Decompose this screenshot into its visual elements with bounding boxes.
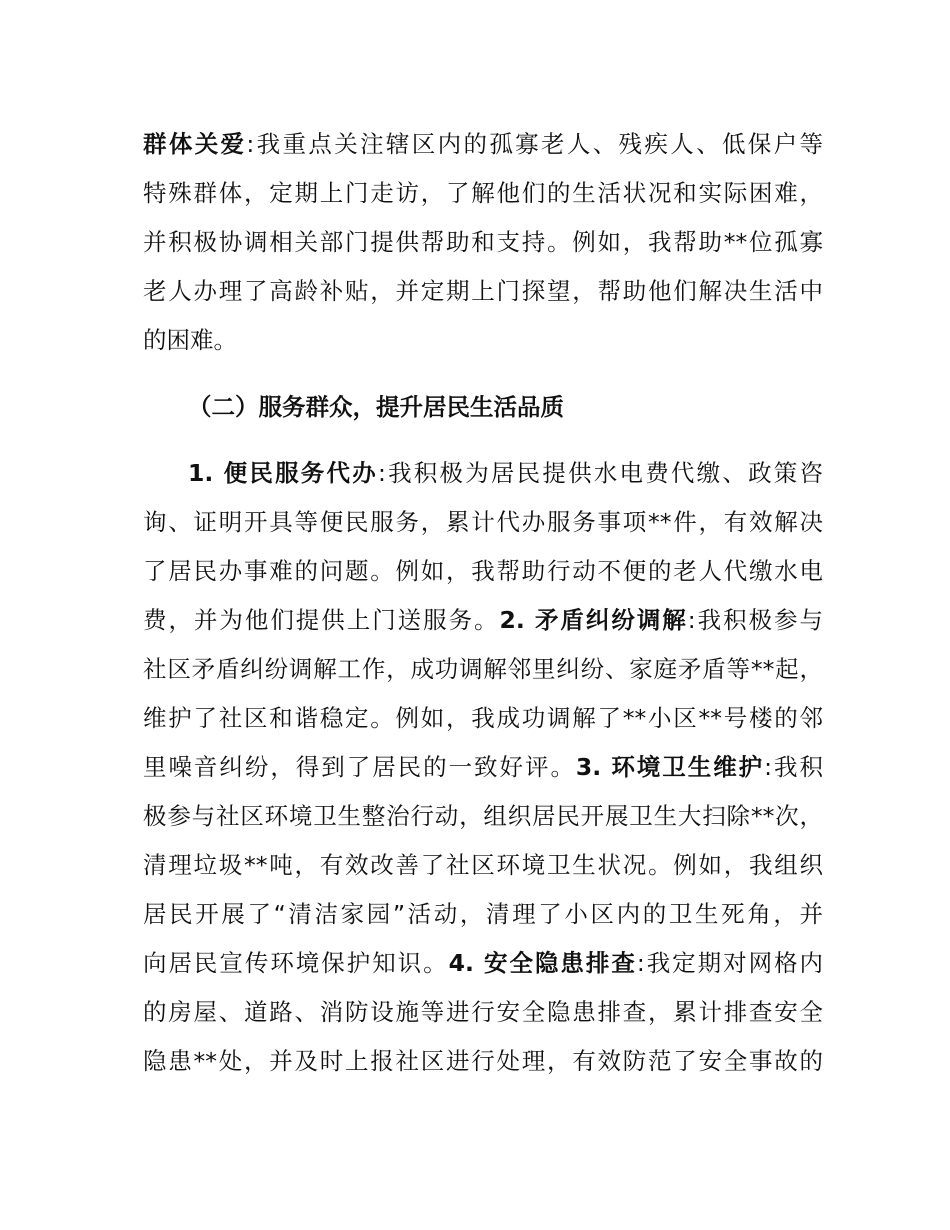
paragraph-2-line-8: 极参与社区环境卫生整治行动，组织居民开展卫生大扫除**次， (143, 802, 823, 830)
item-label-dispute-mediation: 2. 矛盾纠纷调解 (499, 606, 688, 634)
paragraph-2-line-10: 居民开展了“清洁家园”活动，清理了小区内的卫生死角，并 (143, 900, 823, 928)
paragraph-1-line-5: 的困难。 (143, 326, 237, 354)
paragraph-2-line-13: 隐患**处，并及时上报社区进行处理，有效防范了安全事故的 (143, 1047, 823, 1075)
paragraph-1-line-1 (143, 122, 823, 166)
paragraph-1-line-1-text: :我重点关注辖区内的孤寡老人、残疾人、低保户等 (246, 130, 824, 158)
paragraph-2-line-11-text: 向居民宣传环境保护知识。 (143, 949, 449, 977)
paragraph-2-line-2: 询、证明开具等便民服务，累计代办服务事项**件，有效解决 (143, 508, 823, 536)
paragraph-2-line-11 (143, 941, 823, 985)
paragraph-2-line-11-text-2: :我定期对网格内 (636, 949, 824, 977)
paragraph-2-line-9: 清理垃圾**吨，有效改善了社区环境卫生状况。例如，我组织 (143, 851, 823, 879)
paragraph-2-line-7-text-2: :我积 (764, 753, 824, 781)
paragraph-2-line-1 (188, 451, 823, 495)
paragraph-2-line-5: 社区矛盾纠纷调解工作，成功调解邻里纠纷、家庭矛盾等**起， (143, 655, 823, 683)
paragraph-2-line-4 (143, 598, 823, 642)
item-label-convenience-service: 1. 便民服务代办 (188, 459, 378, 487)
section-label-group-care: 群体关爱 (143, 130, 247, 158)
paragraph-2-line-7-text: 里噪音纠纷，得到了居民的一致好评。 (143, 753, 576, 781)
item-label-safety-inspection: 4. 安全隐患排查 (448, 949, 637, 977)
paragraph-2-line-3: 了居民办事难的问题。例如，我帮助行动不便的老人代缴水电 (143, 557, 823, 585)
section-heading-2: （二）服务群众，提升居民生活品质 (188, 393, 564, 421)
paragraph-1-line-3: 并积极协调相关部门提供帮助和支持。例如，我帮助**位孤寡 (143, 228, 823, 256)
item-label-environment-sanitation: 3. 环境卫生维护 (575, 753, 765, 781)
paragraph-1-line-2: 特殊群体，定期上门走访，了解他们的生活状况和实际困难， (143, 179, 823, 207)
paragraph-2-line-6: 维护了社区和谐稳定。例如，我成功调解了**小区**号楼的邻 (143, 704, 823, 732)
paragraph-2-line-4-text-2: :我积极参与 (687, 606, 824, 634)
paragraph-2-line-4-text: 费，并为他们提供上门送服务。 (143, 606, 500, 634)
paragraph-2-line-1-text: :我积极为居民提供水电费代缴、政策咨 (377, 459, 823, 487)
paragraph-2-line-12: 的房屋、道路、消防设施等进行安全隐患排查，累计排查安全 (143, 998, 823, 1026)
paragraph-1-line-4: 老人办理了高龄补贴，并定期上门探望，帮助他们解决生活中 (143, 277, 823, 305)
paragraph-2-line-7 (143, 745, 823, 789)
